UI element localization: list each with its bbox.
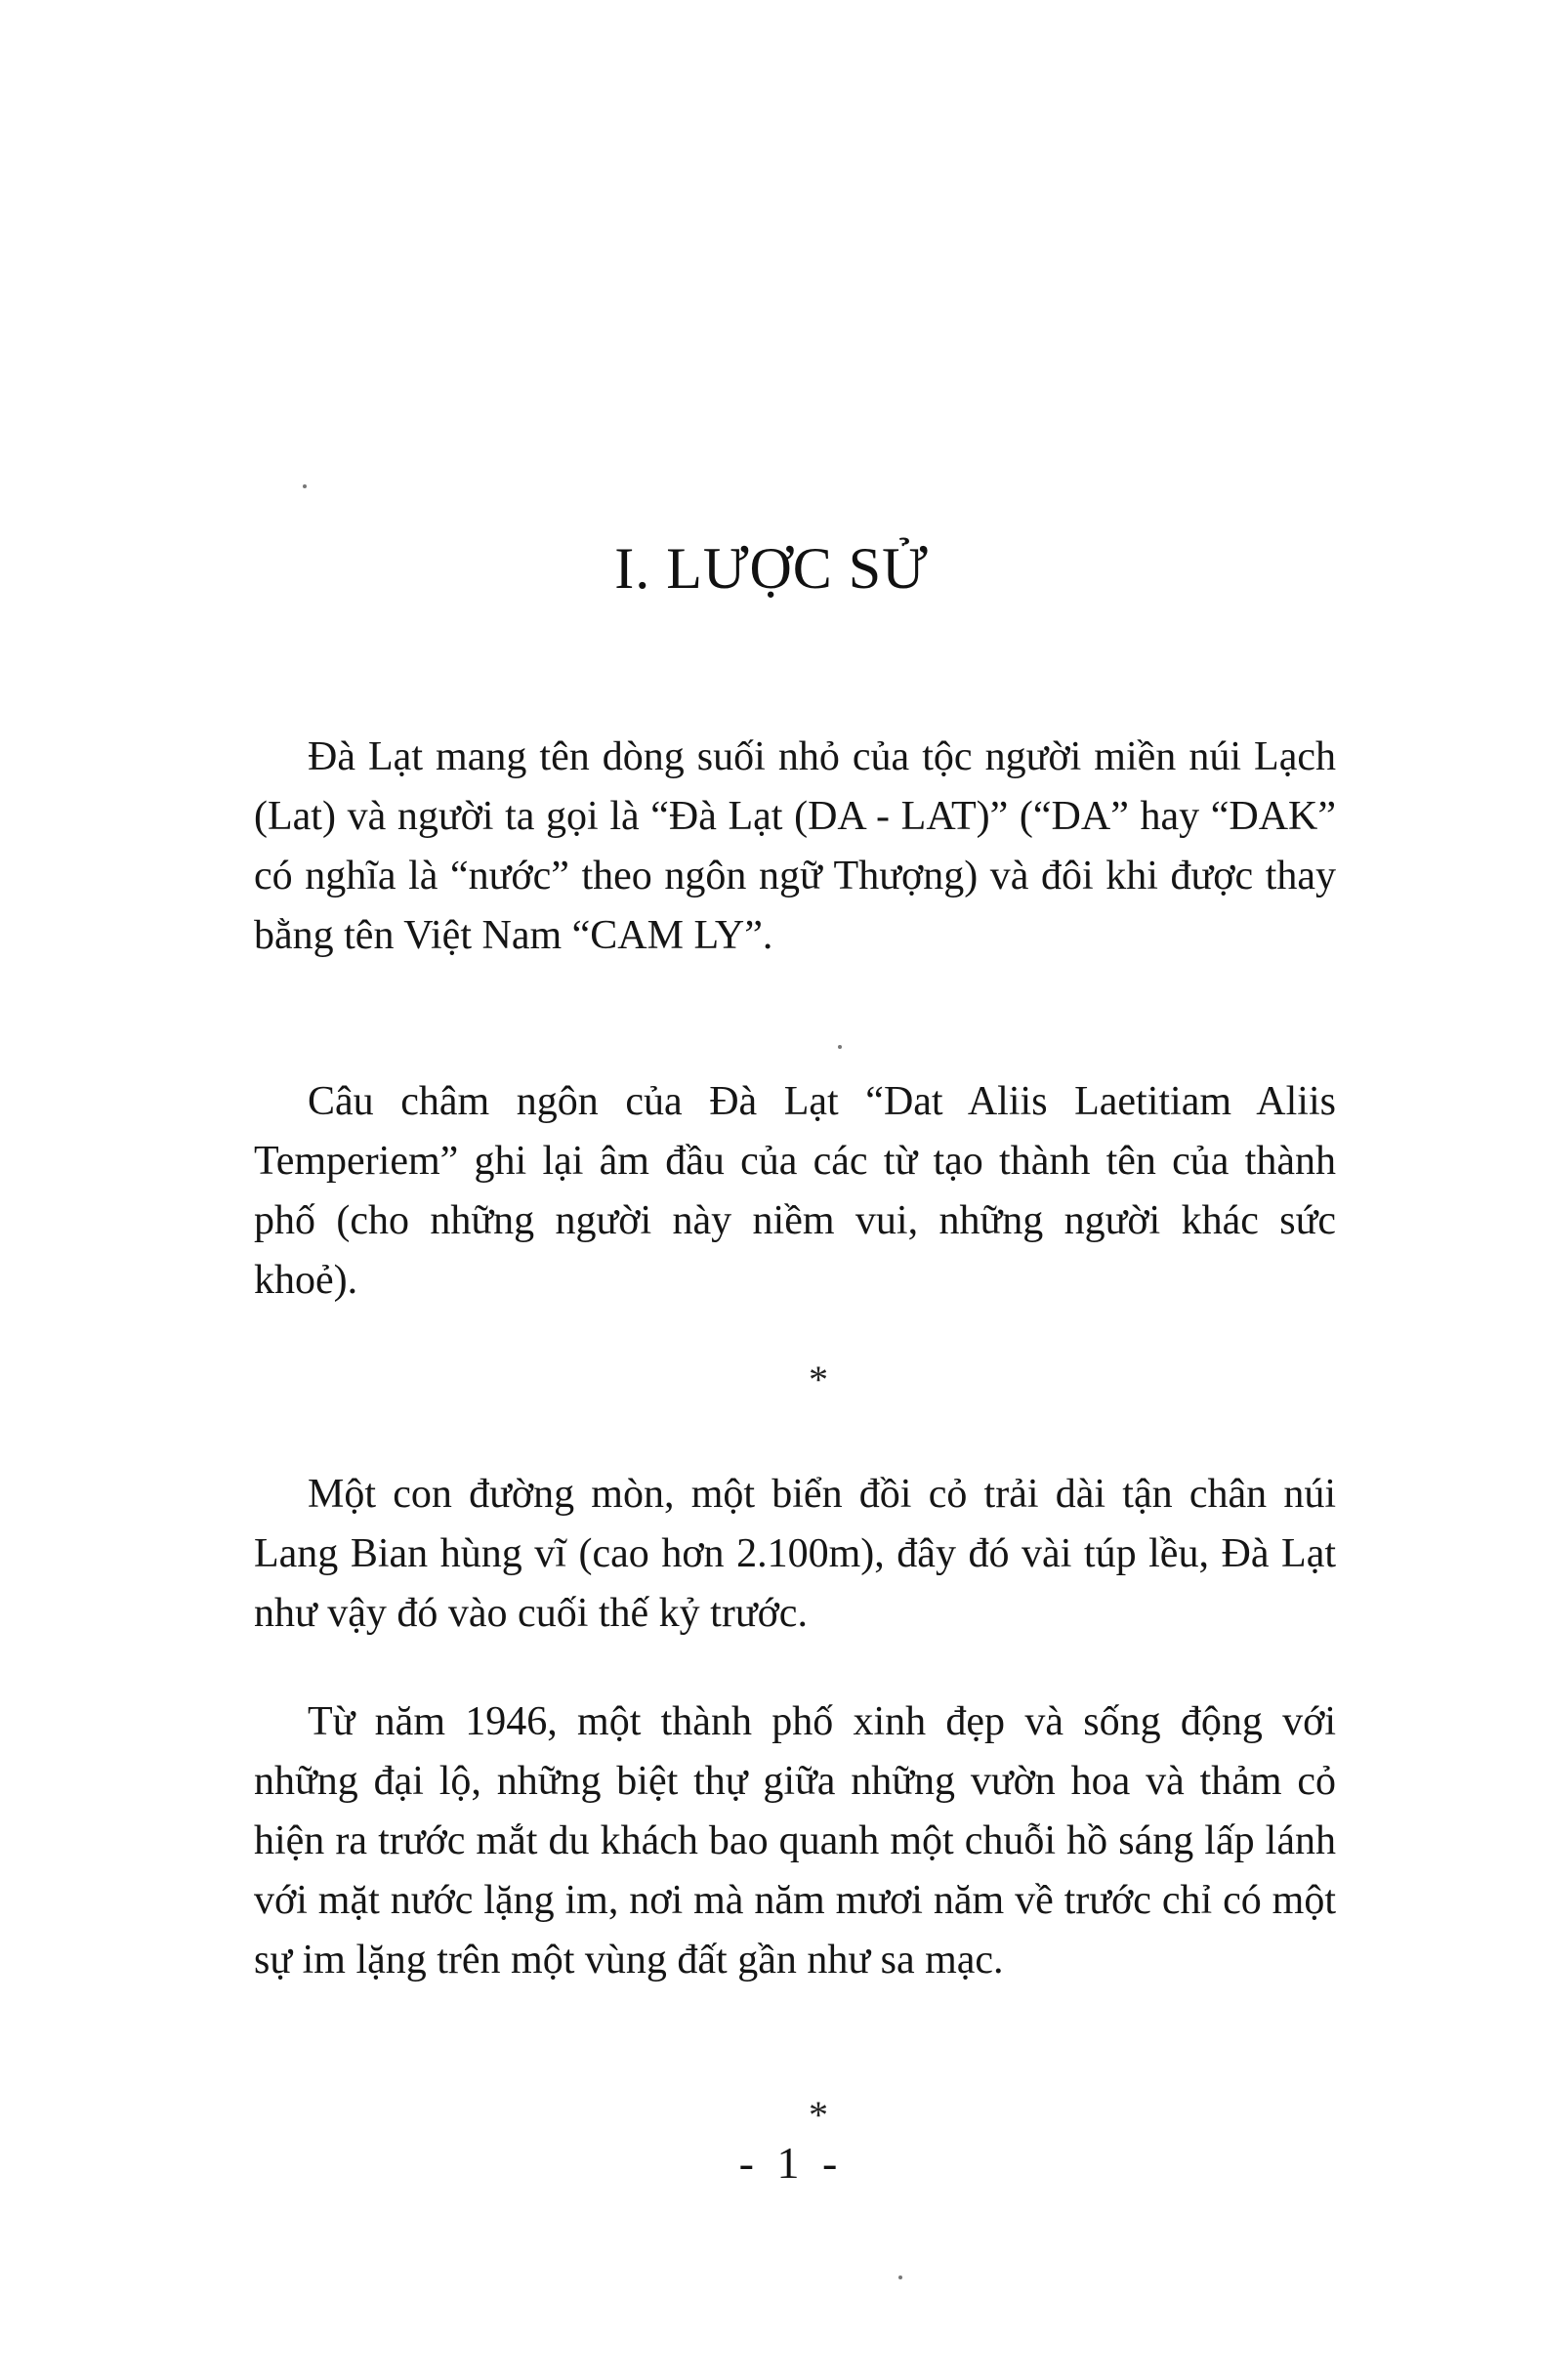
paragraph-city-development: Từ năm 1946, một thành phố xinh đẹp và sống động với những đại lộ, những biệt thự giữa những vườn hoa và thảm cỏ hiện ra trước mắt du khách bao quanh một chuỗi hồ sáng lấp lánh với mặt nước lặng im, nơi mà năm mươi năm về trước chỉ có một sự im lặng trên một vùng đất gần như sa mạc.: [254, 1699, 1336, 1983]
paragraph-name-origin: Đà Lạt mang tên dòng suối nhỏ của tộc người miền núi Lạch (Lat) và người ta gọi là “Đà Lạt (DA - LAT)” (“DA” hay “DAK” có nghĩa là “nước” theo ngôn ngữ Thượng) và đôi khi được thay bằng tên Việt Nam “CAM LY”.: [254, 734, 1336, 958]
scan-speck: [898, 2276, 902, 2279]
paragraph-history: Một con đường mòn, một biển đồi cỏ trải dài tận chân núi Lang Bian hùng vĩ (cao hơn 2.100m), đây đó vài túp lều, Đà Lạt như vậy đó vào cuối thế kỷ trước.: [254, 1472, 1336, 1636]
page-number: - 1 -: [738, 2138, 844, 2188]
paragraph-motto: Câu châm ngôn của Đà Lạt “Dat Aliis Laetitiam Aliis Temperiem” ghi lại âm đầu của các từ tạo thành tên của thành phố (cho những người này niềm vui, những người khác sức khoẻ).: [254, 1079, 1336, 1303]
section-separator: *: [809, 1357, 828, 1401]
scan-speck: [303, 484, 307, 488]
chapter-title: I. LƯỢC SỬ: [614, 536, 929, 601]
scan-speck: [838, 1045, 842, 1049]
section-separator: *: [809, 2093, 828, 2137]
